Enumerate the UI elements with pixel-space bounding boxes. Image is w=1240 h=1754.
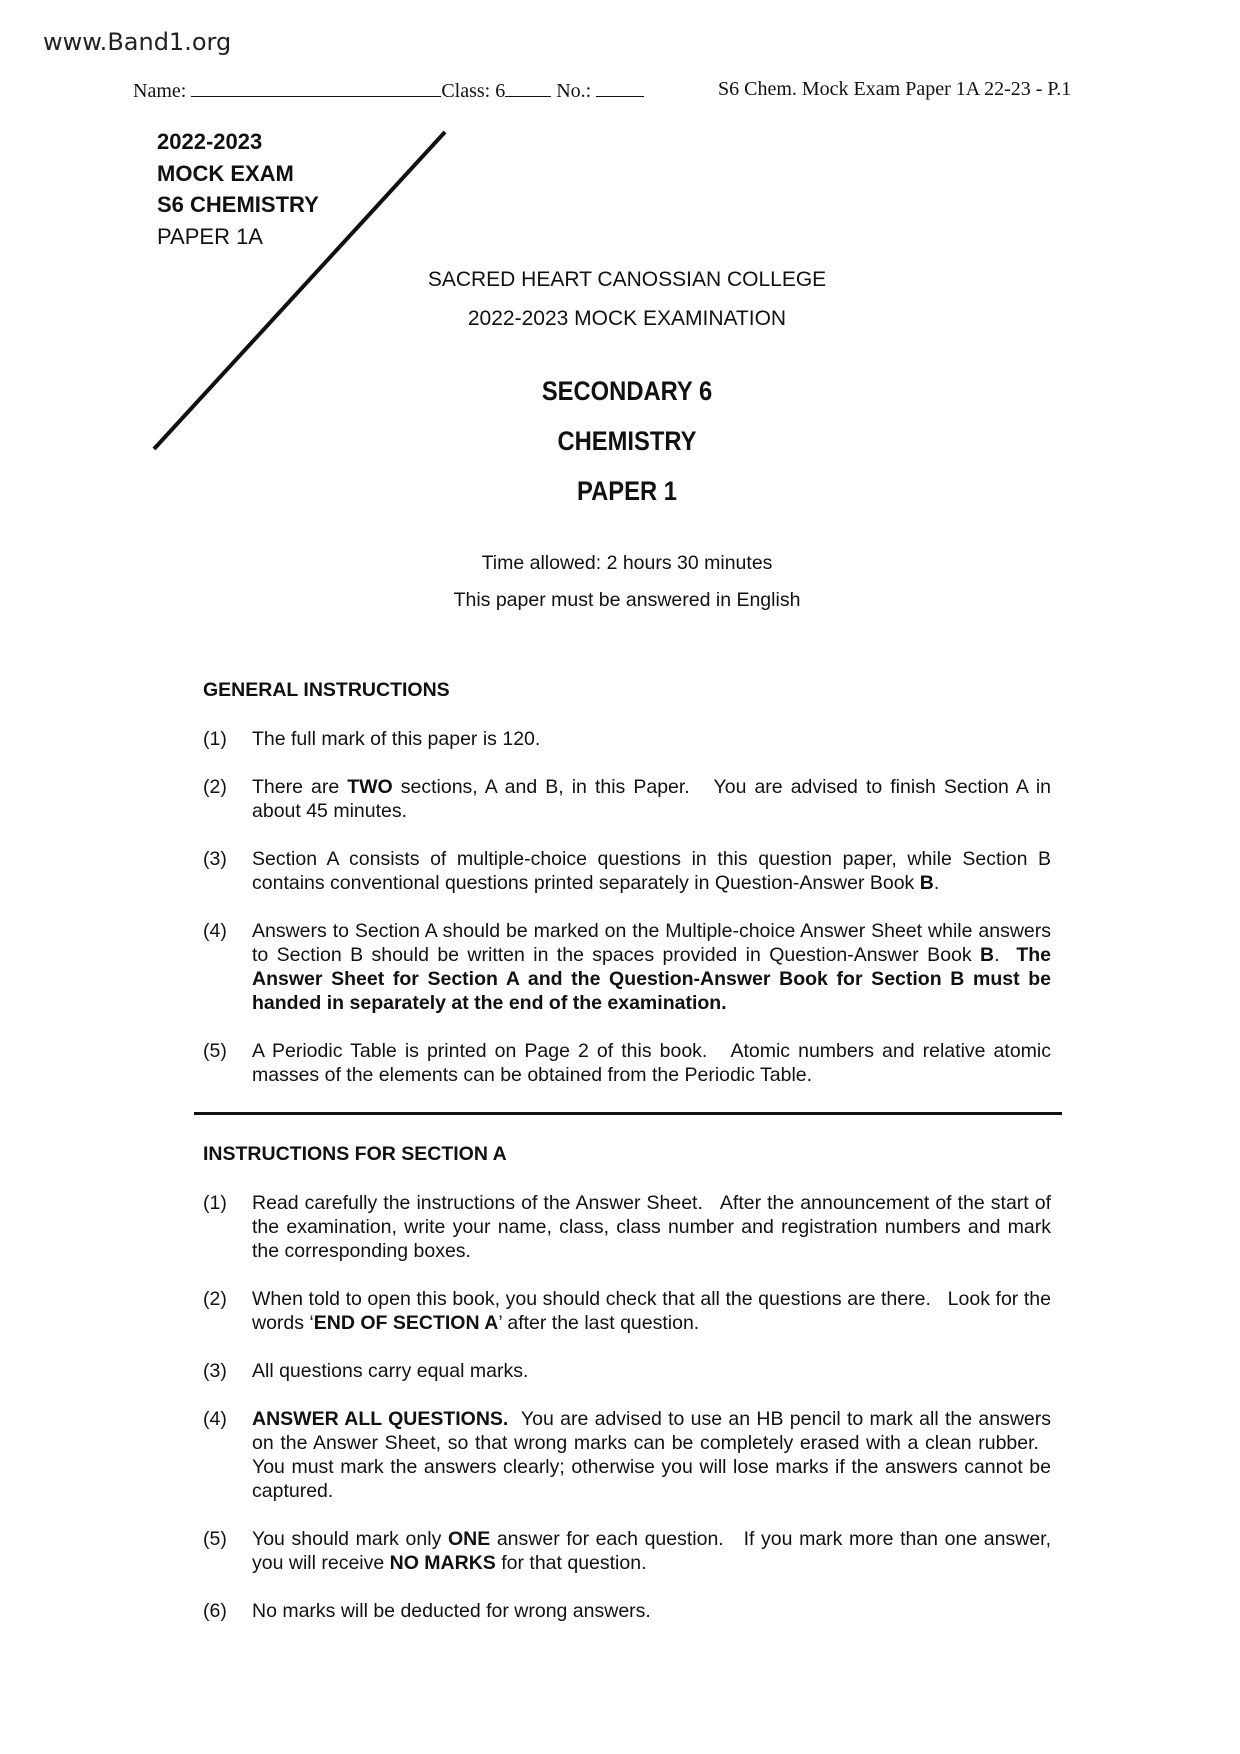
instruction-item xyxy=(203,919,1051,1015)
instruction-text: Read carefully the instructions of the Answer Sheet. After the announcement of the start of the examination, write your name, class, class number and registration numbers and mark the corresponding boxes. xyxy=(252,1192,1051,1262)
cover-subject: S6 CHEMISTRY xyxy=(157,192,319,217)
instruction-number: (2) xyxy=(203,776,227,798)
instruction-item xyxy=(203,1599,1051,1623)
exam-name: 2022-2023 MOCK EXAMINATION xyxy=(467,307,787,330)
instruction-item xyxy=(203,775,1051,823)
instruction-text: Answers to Section A should be marked on the Multiple-choice Answer Sheet while answers to Section B should be written in the spaces provided in Question-Answer Book B. The Answer Sheet for Section A and the Question-Answer Book for Section B must be handed in separately at the end of the examination. xyxy=(252,920,1051,1014)
paper-title: PAPER 1 xyxy=(577,476,677,506)
instruction-text: You should mark only ONE answer for each question. If you mark more than one answer, you will receive NO MARKS for that question. xyxy=(252,1528,1051,1574)
instruction-number: (3) xyxy=(203,848,227,870)
instruction-text: The full mark of this paper is 120. xyxy=(252,728,541,750)
instruction-number: (2) xyxy=(203,1288,227,1310)
cover-year: 2022-2023 xyxy=(157,129,263,154)
watermark: www.Band1.org xyxy=(43,28,232,56)
section-a-heading: INSTRUCTIONS FOR SECTION A xyxy=(203,1143,507,1165)
cover-exam: MOCK EXAM xyxy=(157,160,294,186)
instruction-text: ANSWER ALL QUESTIONS. You are advised to use an HB pencil to mark all the answers on the Answer Sheet, so that wrong marks can be completely erased with a clean rubber. You must mark the answers clearly; otherwise you will lose marks if the answers cannot be captured. xyxy=(252,1408,1051,1502)
name-label: Name: xyxy=(133,80,187,102)
instruction-item xyxy=(203,1407,1051,1503)
instruction-number: (1) xyxy=(203,728,227,750)
instruction-item xyxy=(203,1527,1051,1575)
instruction-number: (4) xyxy=(203,920,227,942)
section-a-instructions-list xyxy=(203,1191,1051,1647)
school-name: SACRED HEART CANOSSIAN COLLEGE xyxy=(427,268,827,291)
instruction-item xyxy=(203,1287,1051,1335)
instruction-number: (5) xyxy=(203,1040,227,1062)
time-allowed: Time allowed: 2 hours 30 minutes xyxy=(481,552,773,574)
instruction-item xyxy=(203,1191,1051,1263)
instruction-number: (4) xyxy=(203,1408,227,1430)
subject-title: CHEMISTRY xyxy=(557,426,697,456)
instruction-number: (5) xyxy=(203,1528,227,1550)
instruction-text: There are TWO sections, A and B, in this Paper. You are advised to finish Section A in about 45 minutes. xyxy=(252,776,1052,822)
section-divider xyxy=(194,1112,1062,1115)
language-note: This paper must be answered in English xyxy=(453,589,801,611)
instruction-item xyxy=(203,847,1051,895)
cover-paper: PAPER 1A xyxy=(157,223,263,249)
general-instructions-list xyxy=(203,727,1051,1111)
instruction-text: When told to open this book, you should check that all the questions are there. Look for the words ‘END OF SECTION A’ after the last question. xyxy=(252,1288,1051,1334)
diagonal-slash xyxy=(0,0,1240,500)
general-instructions-heading: GENERAL INSTRUCTIONS xyxy=(203,679,450,701)
instruction-number: (1) xyxy=(203,1192,227,1214)
level-title: SECONDARY 6 xyxy=(541,376,713,406)
instruction-item xyxy=(203,727,1051,751)
instruction-text: Section A consists of multiple-choice questions in this question paper, while Section B contains conventional questions printed separately in Question-Answer Book B. xyxy=(252,848,1051,894)
instruction-item xyxy=(203,1359,1051,1383)
instruction-number: (3) xyxy=(203,1360,227,1382)
instruction-text: No marks will be deducted for wrong answers. xyxy=(252,1600,651,1622)
instruction-item xyxy=(203,1039,1051,1087)
instruction-text: A Periodic Table is printed on Page 2 of this book. Atomic numbers and relative atomic masses of the elements can be obtained from the Periodic Table. xyxy=(252,1040,1051,1086)
instruction-number: (6) xyxy=(203,1600,227,1622)
class-label: Class: 6 xyxy=(441,80,506,102)
page-reference: S6 Chem. Mock Exam Paper 1A 22-23 - P.1 xyxy=(718,78,1072,100)
instruction-text: All questions carry equal marks. xyxy=(252,1360,529,1382)
number-label: No.: xyxy=(556,80,592,102)
